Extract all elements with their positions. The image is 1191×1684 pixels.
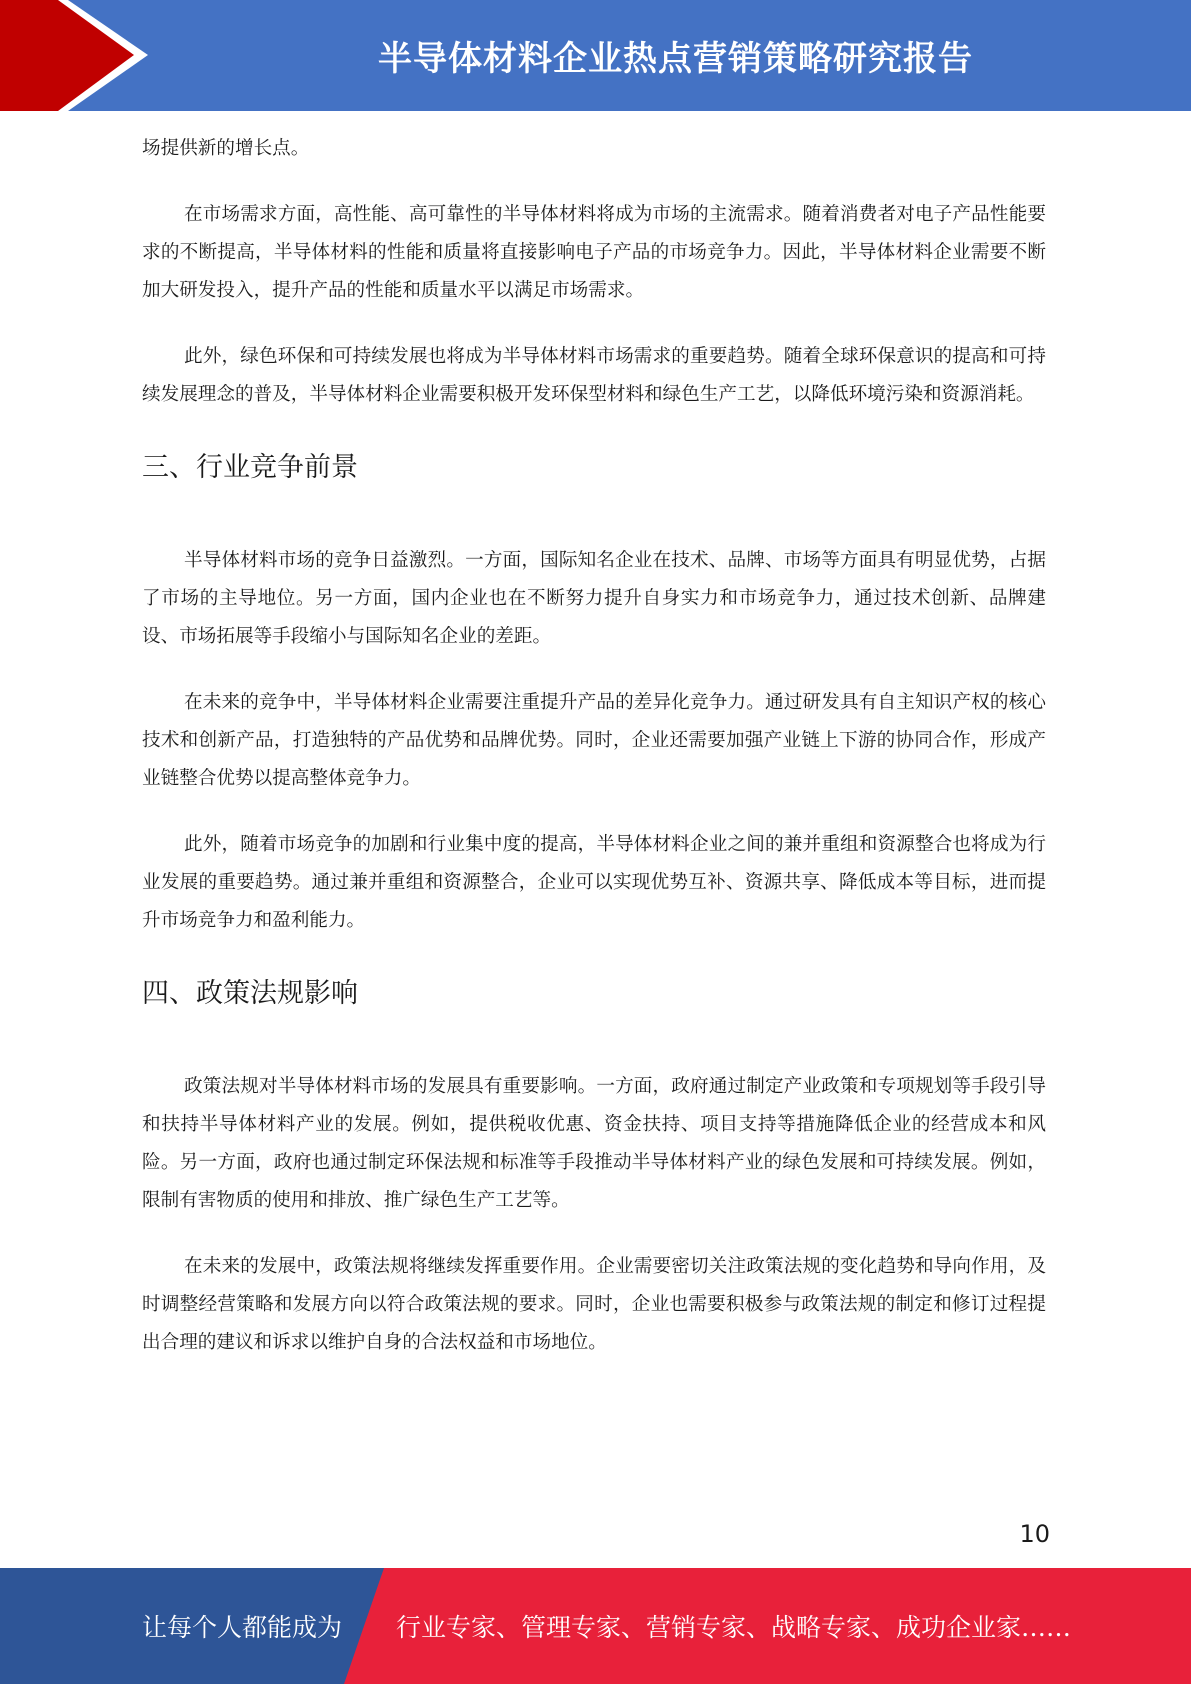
header-chevron-graphic xyxy=(0,0,160,111)
header-banner xyxy=(0,0,1191,111)
paragraph-market-demand: 在市场需求方面，高性能、高可靠性的半导体材料将成为市场的主流需求。随着消费者对电子产品性能要求的不断提高，半导体材料的性能和质量将直接影响电子产品的市场竞争力。因此，半导体材料企业需要不断加大研发投入，提升产品的性能和质量水平以满足市场需求。 xyxy=(142,204,1046,301)
footer-slogan-left: 让每个人都能成为 xyxy=(142,1613,343,1642)
section-title-policy: 四、政策法规影响 xyxy=(142,978,358,1009)
section-title-competition: 三、行业竞争前景 xyxy=(142,452,358,483)
paragraph-competition-2: 在未来的竞争中，半导体材料企业需要注重提升产品的差异化竞争力。通过研发具有自主知识产权的核心技术和创新产品，打造独特的产品优势和品牌优势。同时，企业还需要加强产业链上下游的协同合作，形成产业链整合优势以提高整体竞争力。 xyxy=(142,692,1046,789)
paragraph-green-trend: 此外，绿色环保和可持续发展也将成为半导体材料市场需求的重要趋势。随着全球环保意识的提高和可持续发展理念的普及，半导体材料企业需要积极开发环保型材料和绿色生产工艺，以降低环境污染和资源消耗。 xyxy=(142,346,1046,405)
report-title: 半导体材料企业热点营销策略研究报告 xyxy=(378,39,973,79)
main-content xyxy=(142,130,1046,1390)
footer-banner xyxy=(0,1568,1191,1684)
footer-slogan-right: 行业专家、管理专家、营销专家、战略专家、成功企业家…… xyxy=(396,1613,1072,1642)
page-number: 10 xyxy=(1019,1520,1050,1548)
paragraph-continuation: 场提供新的增长点。 xyxy=(142,138,310,159)
paragraph-policy-1: 政策法规对半导体材料市场的发展具有重要影响。一方面，政府通过制定产业政策和专项规划等手段引导和扶持半导体材料产业的发展。例如，提供税收优惠、资金扶持、项目支持等措施降低企业的经营成本和风险。另一方面，政府也通过制定环保法规和标准等手段推动半导体材料产业的绿色发展和可持续发展。例如，限制有害物质的使用和排放、推广绿色生产工艺等。 xyxy=(142,1076,1046,1211)
paragraph-competition-1: 半导体材料市场的竞争日益激烈。一方面，国际知名企业在技术、品牌、市场等方面具有明显优势，占据了市场的主导地位。另一方面，国内企业也在不断努力提升自身实力和市场竞争力，通过技术创新、品牌建设、市场拓展等手段缩小与国际知名企业的差距。 xyxy=(142,550,1046,647)
paragraph-policy-2: 在未来的发展中，政策法规将继续发挥重要作用。企业需要密切关注政策法规的变化趋势和导向作用，及时调整经营策略和发展方向以符合政策法规的要求。同时，企业也需要积极参与政策法规的制定和修订过程提出合理的建议和诉求以维护自身的合法权益和市场地位。 xyxy=(142,1256,1046,1353)
paragraph-competition-3: 此外，随着市场竞争的加剧和行业集中度的提高，半导体材料企业之间的兼并重组和资源整合也将成为行业发展的重要趋势。通过兼并重组和资源整合，企业可以实现优势互补、资源共享、降低成本等目标，进而提升市场竞争力和盈利能力。 xyxy=(142,834,1046,931)
